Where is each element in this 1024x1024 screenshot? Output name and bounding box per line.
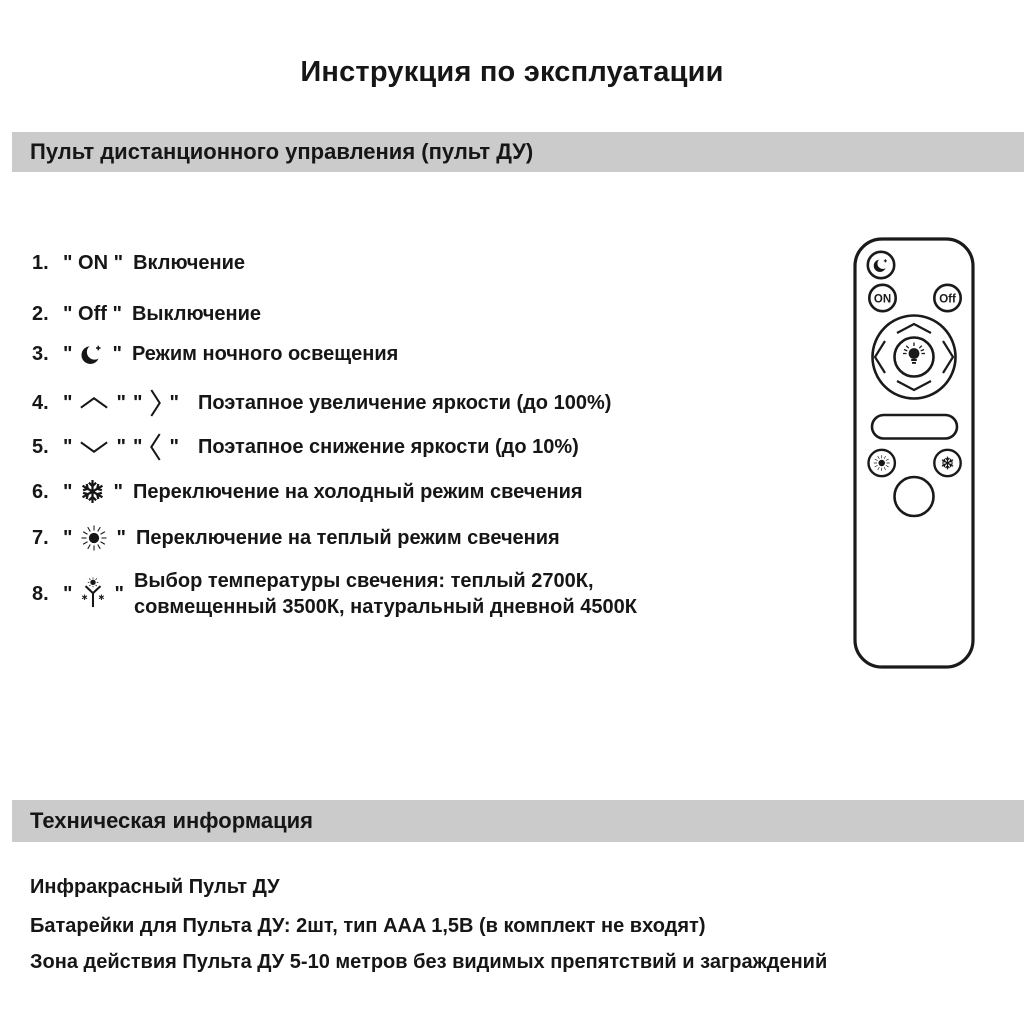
quote-mark: ": [63, 527, 73, 549]
item-text: Включение: [133, 252, 246, 274]
quote-mark: ": [132, 392, 143, 414]
instruction-item-4: [32, 388, 611, 418]
remote-control-illustration: [853, 237, 975, 669]
item-number: 1.: [32, 252, 49, 274]
instruction-item-7: [32, 523, 560, 553]
quote-mark: ": [113, 480, 123, 503]
instruction-item-6: [32, 478, 583, 505]
item-number: 2.: [32, 303, 49, 325]
angle-left-icon: [149, 432, 162, 462]
quote-mark: ": [116, 436, 126, 458]
sun-icon: [79, 523, 109, 553]
item-text: Выбор температуры свечения: теплый 2700К, совмещенный 3500К, натуральный дневной 4500К: [133, 570, 637, 618]
item-number: 4.: [32, 392, 49, 414]
angle-right-icon: [149, 388, 162, 418]
instruction-item-2: [32, 301, 261, 327]
quote-mark: ": [116, 392, 126, 414]
button-label-off: " Off ": [63, 303, 122, 325]
snowflake-icon: [79, 478, 106, 505]
quote-mark: ": [63, 480, 73, 503]
item-text: Поэтапное снижение яркости (до 10%): [197, 436, 579, 458]
item-text: Переключение на холодный режим свечения: [132, 480, 583, 503]
chevron-up-icon: [79, 396, 109, 410]
moon-icon: [79, 341, 105, 367]
page-title: Инструкция по эксплуатации: [300, 56, 724, 88]
item-number: 8.: [32, 583, 49, 605]
item-text: Поэтапное увеличение яркости (до 100%): [197, 392, 612, 414]
item-number: 3.: [32, 343, 49, 365]
item-number: 5.: [32, 436, 49, 458]
item-text: Выключение: [131, 303, 262, 325]
remote-off-label: Off: [939, 293, 956, 306]
quote-mark: ": [63, 583, 73, 605]
tech-info-line: Зона действия Пульта ДУ 5-10 метров без видимых препятствий и заграждений: [30, 951, 828, 973]
quote-mark: ": [169, 392, 179, 414]
section-header-remote-label: Пульт дистанционного управления (пульт ДУ): [30, 139, 534, 164]
item-text: Переключение на теплый режим свечения: [135, 527, 560, 549]
section-header-remote: [12, 132, 1024, 172]
chevron-down-icon: [79, 440, 109, 454]
quote-mark: ": [116, 527, 126, 549]
button-label-on: " ON ": [63, 252, 124, 274]
tech-info-line: Батарейки для Пульта ДУ: 2шт, тип AAA 1,5В (в комплект не входят): [30, 915, 706, 937]
temperature-select-icon: [79, 577, 107, 611]
quote-mark: ": [63, 392, 73, 414]
quote-mark: ": [132, 436, 143, 458]
section-header-tech-label: Техническая информация: [30, 808, 313, 833]
section-header-tech: [12, 800, 1024, 842]
item-number: 6.: [32, 480, 49, 503]
quote-mark: ": [63, 343, 73, 365]
instruction-item-5: [32, 432, 579, 462]
instruction-item-8: [32, 568, 726, 620]
item-text: Режим ночного освещения: [131, 343, 399, 365]
remote-on-label: ON: [873, 293, 892, 306]
quote-mark: ": [112, 343, 122, 365]
item-number: 7.: [32, 527, 49, 549]
quote-mark: ": [169, 436, 179, 458]
tech-info-line: Инфракрасный Пульт ДУ: [30, 876, 280, 898]
instruction-item-3: [32, 341, 398, 367]
quote-mark: ": [114, 583, 124, 605]
instruction-item-1: [32, 250, 245, 276]
quote-mark: ": [63, 436, 73, 458]
